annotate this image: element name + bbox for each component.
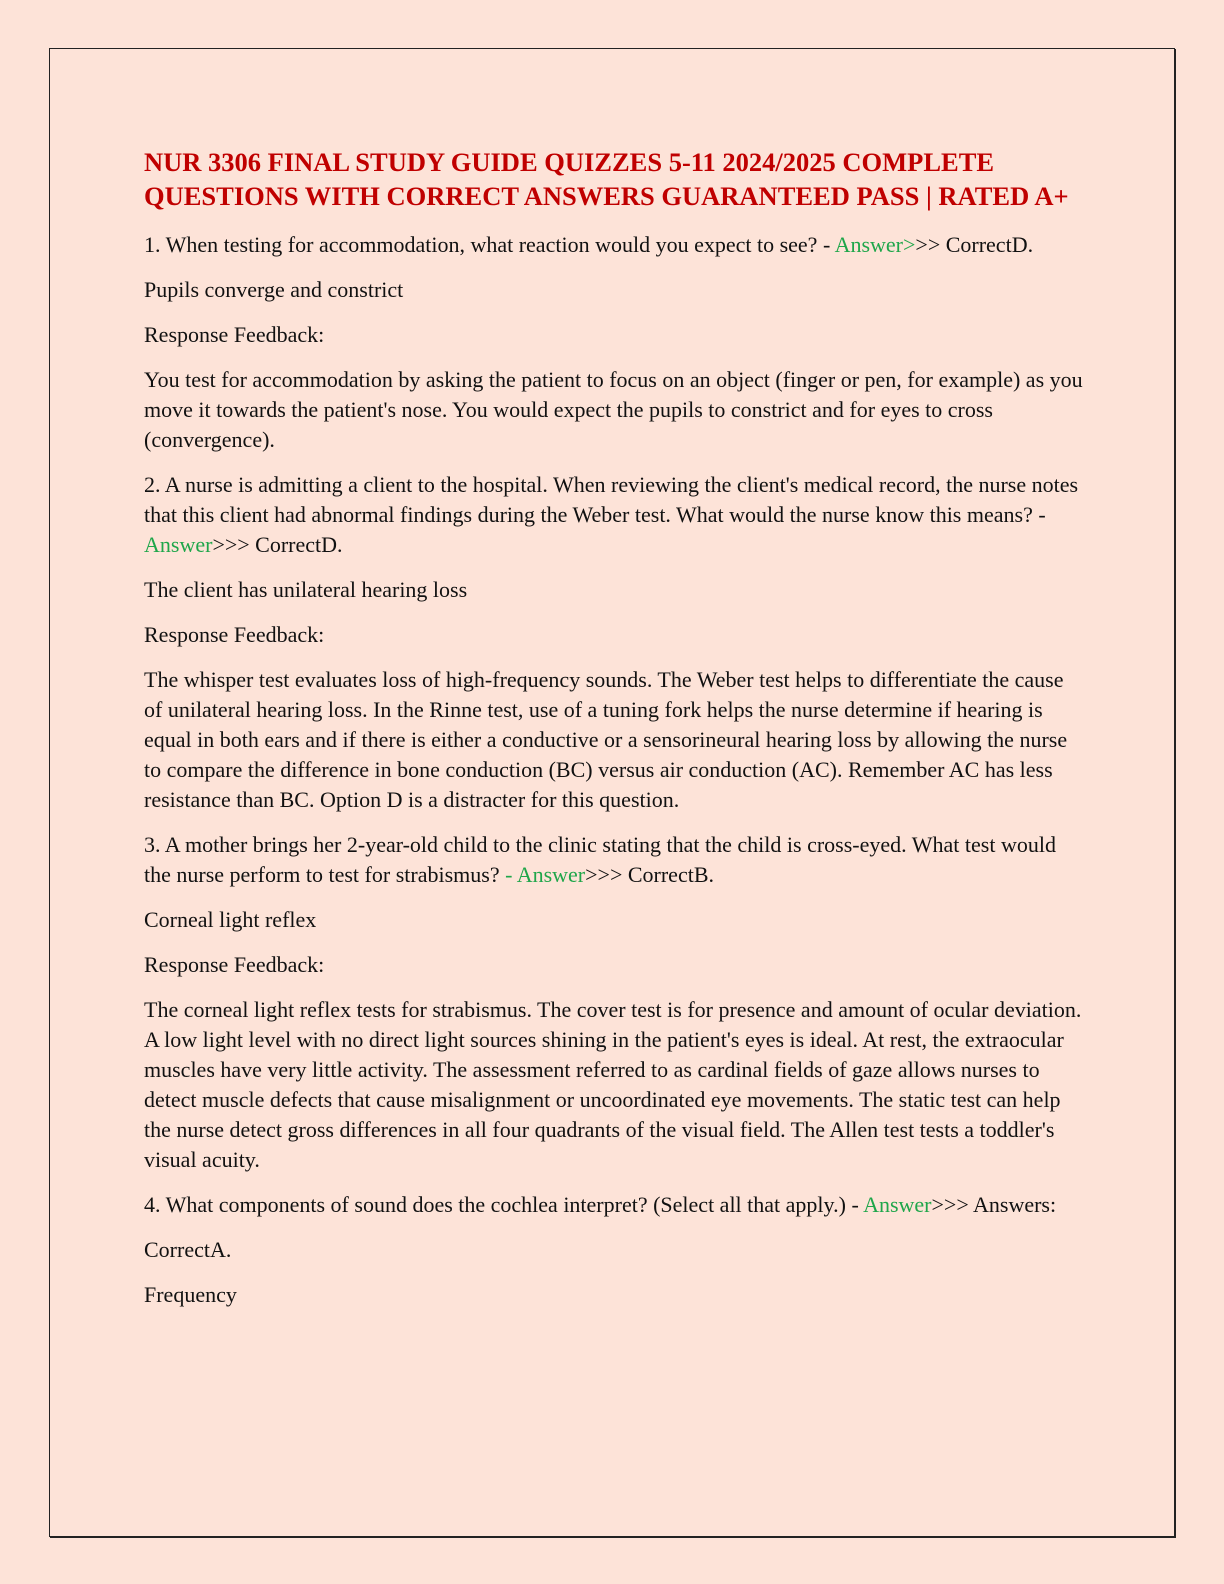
question-2-feedback-label: Response Feedback:: [144, 622, 325, 647]
question-3-answer-label: - Answer: [505, 862, 586, 887]
question-2: [144, 470, 1084, 560]
question-3-text: 3. A mother brings her 2-year-old child to the clinic stating that the child is cross-eyed. What test would the nurse perform to test for strabismus?: [144, 832, 1056, 887]
question-3-answer: Corneal light reflex: [144, 907, 317, 932]
question-3-feedback-label: Response Feedback:: [144, 952, 325, 977]
question-3: [144, 830, 1084, 890]
question-1-answer-label: Answer>: [834, 232, 916, 257]
question-2-answer-label: Answer: [144, 532, 213, 557]
question-2-answer: The client has unilateral hearing loss: [144, 577, 468, 602]
question-2-feedback: The whisper test evaluates loss of high-frequency sounds. The Weber test helps to differentiate the cause of unilateral hearing loss. In the Rinne test, use of a tuning fork helps the nurse determine if hearing is equal in both ears and if there is either a conductive or a sensorineural hearing loss by allowing the nurse to compare the difference in bone conduction (BC) versus air conduction (AC). Remember AC has less resistance than BC. Option D is a distracter for this question.: [144, 667, 1068, 812]
question-1-answer: Pupils converge and constrict: [144, 277, 404, 302]
question-2-answer-suffix: >>> CorrectD.: [212, 532, 343, 557]
document-body: [144, 145, 1084, 1325]
question-4-answer-suffix: >>> Answers:: [931, 1192, 1057, 1217]
question-1: [144, 230, 1084, 260]
question-4-correct-label: CorrectA.: [144, 1237, 232, 1262]
question-4-answer-label: Answer: [863, 1192, 932, 1217]
question-1-feedback: You test for accommodation by asking the patient to focus on an object (finger or pen, for example) as you move it towards the patient's nose. You would expect the pupils to constrict and for eyes to cross (convergence).: [144, 367, 1083, 452]
question-4: [144, 1190, 1084, 1220]
question-2-text: 2. A nurse is admitting a client to the hospital. When reviewing the client's medical record, the nurse notes that this client had abnormal findings during the Weber test. What would the nurse know this means? -: [144, 472, 1079, 527]
question-1-feedback-label: Response Feedback:: [144, 322, 325, 347]
question-3-feedback: The corneal light reflex tests for strabismus. The cover test is for presence and amount of ocular deviation. A low light level with no direct light sources shining in the patient's eyes is ideal. At rest, the extraocular muscles have very little activity. The assessment referred to as cardinal fields of gaze allows nurses to detect muscle defects that cause misalignment or uncoordinated eye movements. The static test can help the nurse detect gross differences in all four quadrants of the visual field. The Allen test tests a toddler's visual acuity.: [144, 997, 1082, 1172]
question-4-answer: Frequency: [144, 1282, 237, 1307]
question-1-text: 1. When testing for accommodation, what reaction would you expect to see? -: [144, 232, 835, 257]
question-1-answer-suffix: >> CorrectD.: [915, 232, 1034, 257]
document-title: NUR 3306 FINAL STUDY GUIDE QUIZZES 5-11 2024/2025 COMPLETE QUESTIONS WITH CORRECT ANSWERS GUARANTEED PASS | RATED A+: [144, 147, 1069, 211]
question-4-text: 4. What components of sound does the cochlea interpret? (Select all that apply.) -: [144, 1192, 864, 1217]
question-3-answer-suffix: >>> CorrectB.: [585, 862, 714, 887]
